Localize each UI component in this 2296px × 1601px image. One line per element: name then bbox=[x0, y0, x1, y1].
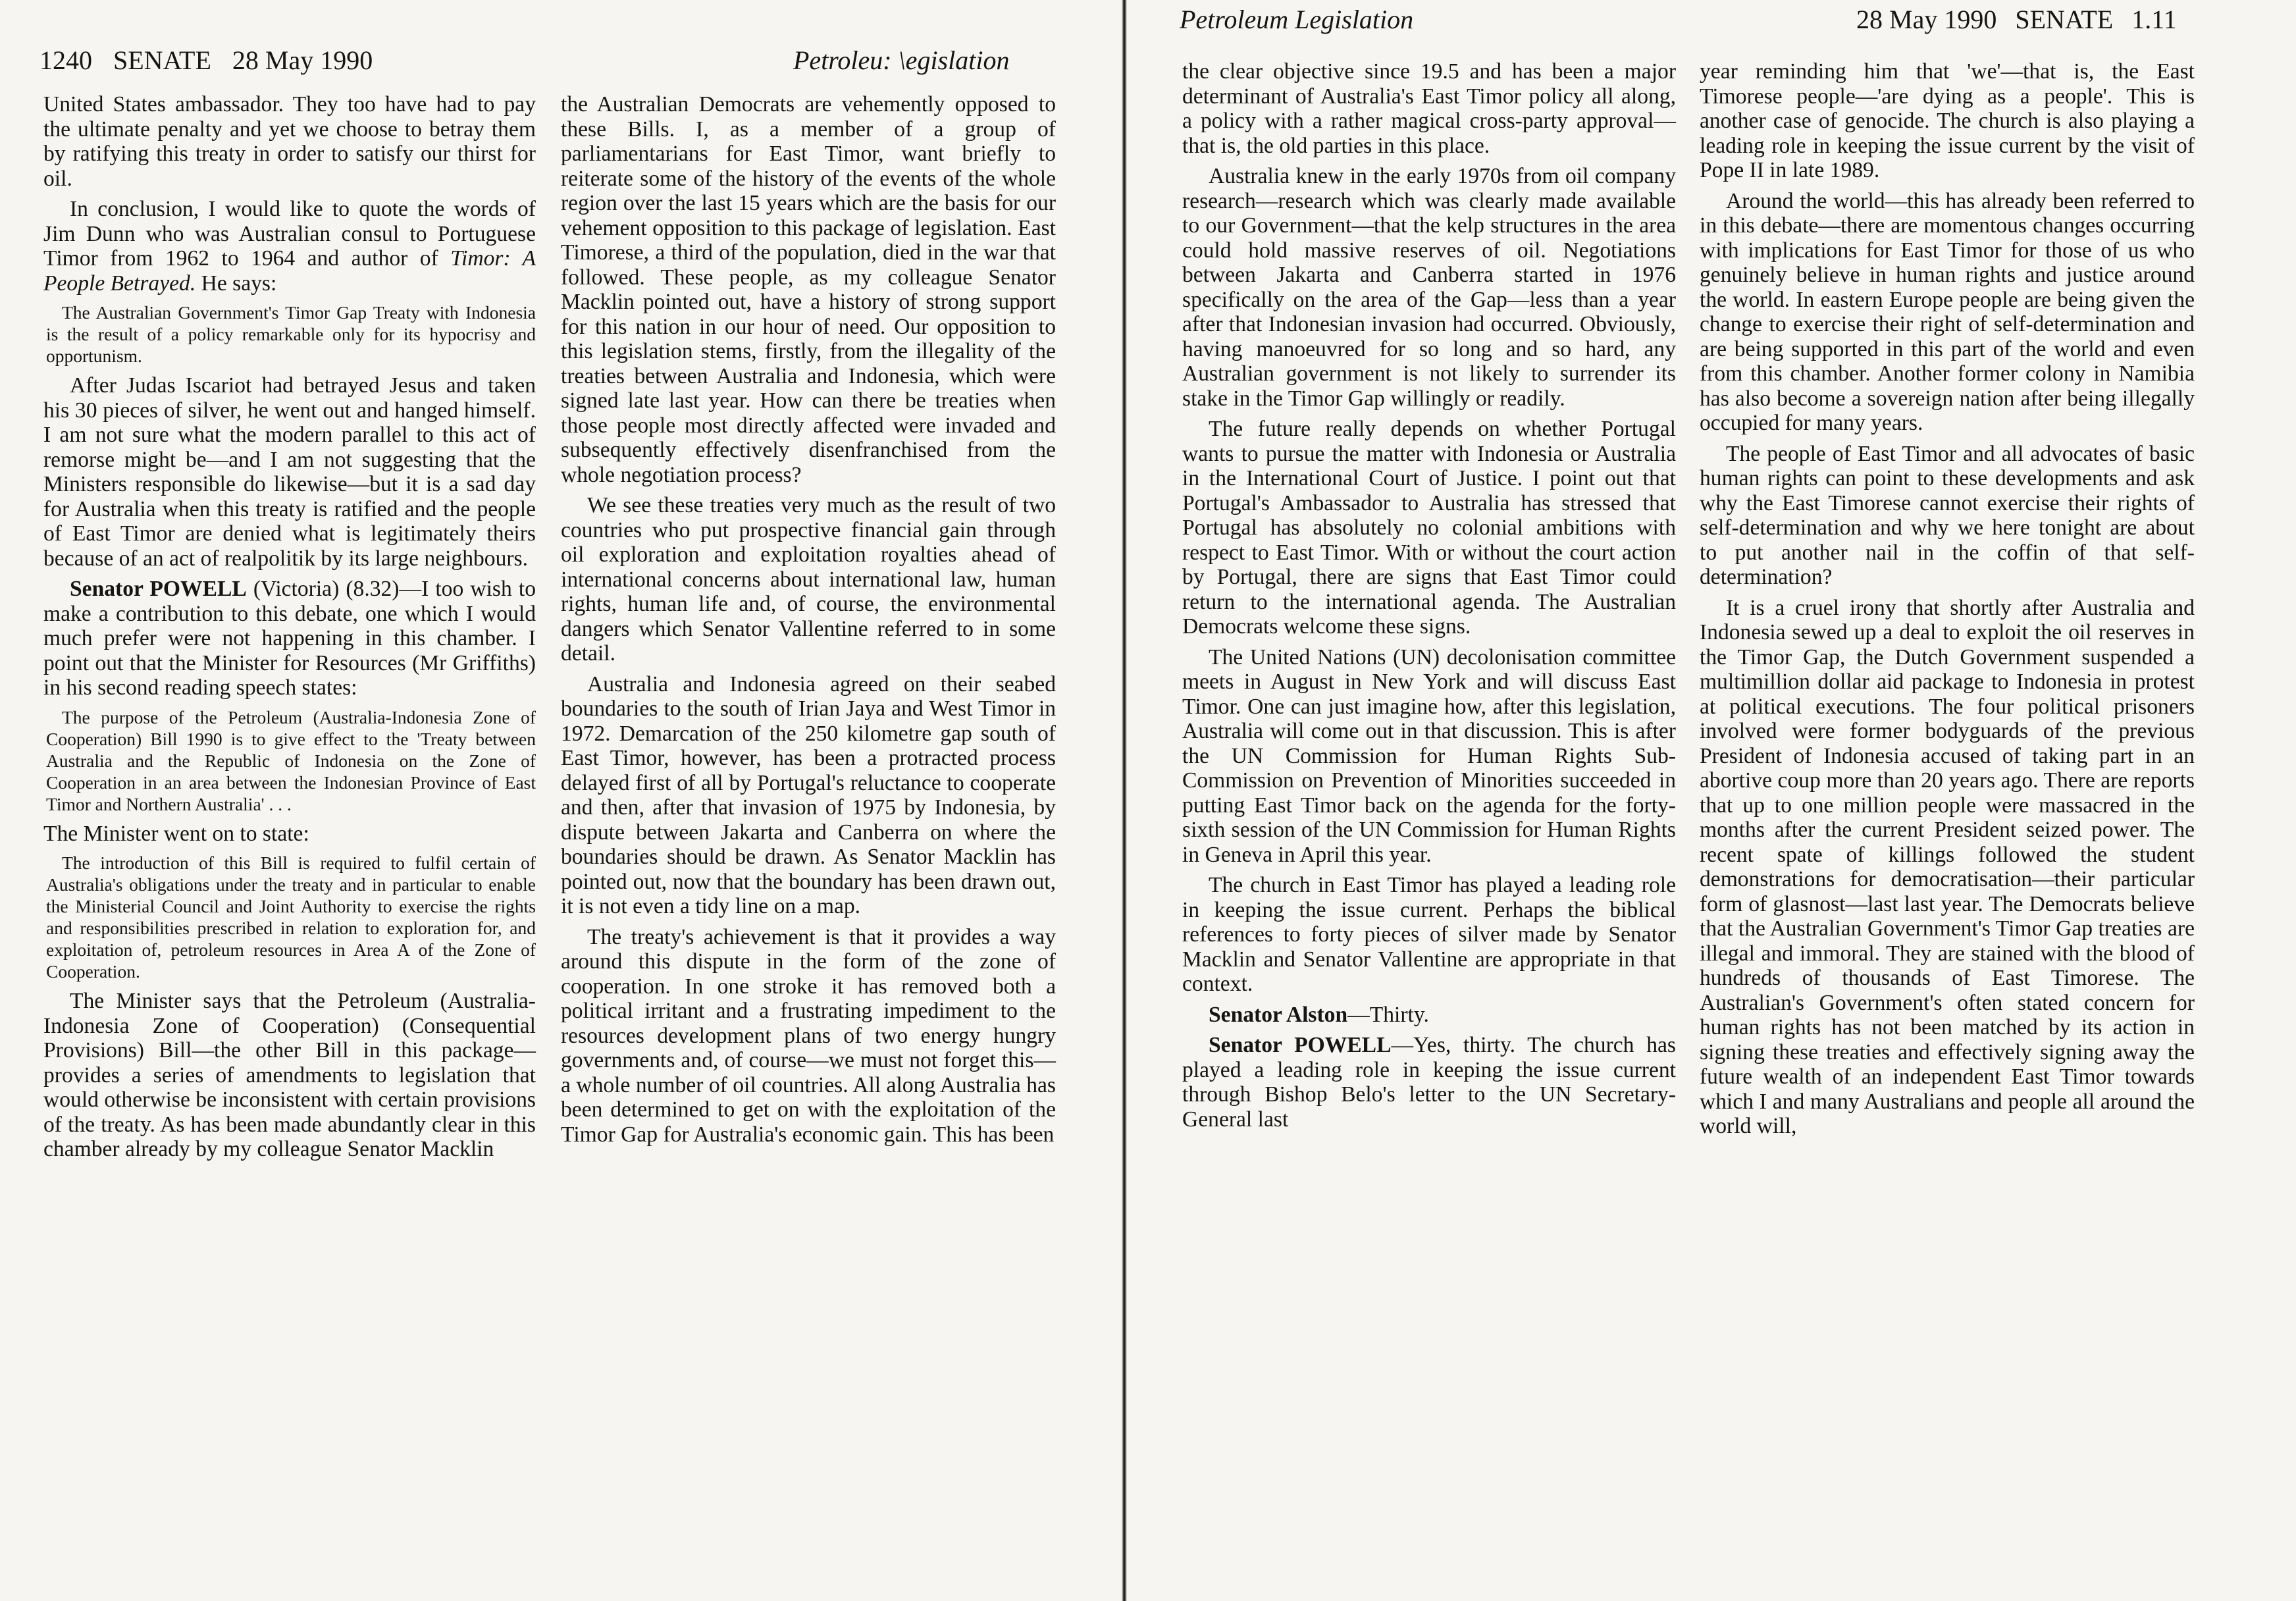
paragraph: Around the world—this has already been referred to in this debate—there are momentous changes occurring with implications for East Timor for those of us who genuinely believe in human rights and justice around the world. In eastern Europe people are being given the change to exercise their right of self-determination and are being supported in this part of the world and even from this chamber. Another former colony in Namibia has also become a sovereign nation after being illegally occupied for many years. bbox=[1700, 188, 2195, 435]
paragraph: Australia knew in the early 1970s from oil company research—research which was clearly made available to our Government—that the kelp structures in the area could hold massive reserves of oil. Negotiations between Jakarta and Canberra started in 1976 specifically on the area of the Gap—less than a year after that Indonesian invasion had occurred. Obviously, having manoeuvred for so long and so hard, any Australian government is not likely to surrender its stake in the Timor Gap willingly or readily. bbox=[1182, 164, 1676, 411]
column-2 bbox=[561, 92, 1056, 1153]
speaker-name: Senator Alston bbox=[1209, 1002, 1348, 1027]
paragraph: Australia and Indonesia agreed on their seabed boundaries to the south of Irian Jaya and West Timor in 1972. Demarcation of the 250 kilometre gap south of East Timor, however, has been a protracted process delayed first of all by Portugal's reluctance to cooperate and then, after that invasion of 1975 by Indonesia, by dispute between Jakarta and Canberra on where the boundaries should be drawn. As Senator Macklin has pointed out, now that the boundary has been drawn out, it is not even a tidy line on a map. bbox=[561, 671, 1056, 918]
column-1 bbox=[43, 92, 536, 1168]
left-page bbox=[0, 0, 1124, 1601]
paragraph: The United Nations (UN) decolonisation committee meets in August in New York and will discuss East Timor. One can just imagine how, after this legislation, Australia will come out in that discussion. This is after the UN Commission for Human Rights Sub-Commission on Prevention of Minorities succeeded in putting East Timor back on the agenda for the forty-sixth session of the UN Commission for Human Rights in Geneva in April this year. bbox=[1182, 644, 1676, 867]
page-number: 1.11 bbox=[2131, 5, 2177, 34]
paragraph: After Judas Iscariot had betrayed Jesus and taken his 30 pieces of silver, he went out and hanged himself. I am not sure what the modern parallel to this act of remorse might be—and I am not suggesting that the Ministers responsible do likewise—but it is a sad day for Australia when this treaty is ratified and the people of East Timor are denied what is legitimately theirs because of an act of realpolitik by its large neighbours. bbox=[43, 373, 536, 571]
quotation: The introduction of this Bill is required to fulfil certain of Australia's obligations under the treaty and in particular to enable the Ministerial Council and Joint Authority to exercise the rights and responsibilities prescribed in relation to exploration for, and exploitation of, petroleum resources in Area A of the Zone of Cooperation. bbox=[46, 853, 536, 982]
paragraph: year reminding him that 'we'—that is, the East Timorese people—'are dying as a people'. This is another case of genocide. The church is also playing a leading role in keeping the issue current by the visit of Pope II in late 1989. bbox=[1700, 59, 2195, 182]
paragraph: The church in East Timor has played a leading role in keeping the issue current. Perhaps the biblical references to forty pieces of silver made by Senator Macklin and Senator Vallentine are appropriate in that context. bbox=[1182, 873, 1676, 996]
paragraph: the clear objective since 19.5 and has been a major determinant of Australia's East Timor policy all along, a policy with a rather magical cross-party approval—that is, the old parties in this place. bbox=[1182, 59, 1676, 158]
right-page-header bbox=[1180, 0, 2285, 39]
left-page-header bbox=[39, 41, 1093, 80]
chamber-name: SENATE bbox=[2015, 5, 2114, 34]
paragraph: the Australian Democrats are vehemently opposed to these Bills. I, as a member of a group of parliamentarians for East Timor, want briefly to reiterate some of the history of the events of the whole region over the last 15 years which are the basis for our vehement opposition to this package of legislation. East Timorese, a third of the population, died in the war that followed. These people, as my colleague Senator Macklin pointed out, have a history of strong support for this nation in our hour of need. Our opposition to this legislation stems, firstly, from the illegality of the treaties between Australia and Indonesia, which were signed late last year. How can there be treaties when those people most directly affected were invaded and subsequently effectively disenfranchised from the whole negotiation process? bbox=[561, 92, 1056, 487]
paragraph: Senator POWELL (Victoria) (8.32)—I too wish to make a contribution to this debate, one which I would much prefer were not happening in this chamber. I point out that the Minister for Resources (Mr Griffiths) in his second reading speech states: bbox=[43, 577, 536, 700]
paragraph: The future really depends on whether Portugal wants to pursue the matter with Indonesia or Australia in the International Court of Justice. I point out that Portugal's Ambassador to Australia has stressed that Portugal has absolutely no colonial ambitions with respect to East Timor. With or without the court action by Portugal, there are signs that East Timor could return to the international agenda. The Australian Democrats welcome these signs. bbox=[1182, 417, 1676, 639]
speaker-name: Senator POWELL bbox=[1209, 1033, 1392, 1057]
running-title: Petroleum Legislation bbox=[1180, 5, 1414, 34]
header-date: 28 May 1990 bbox=[232, 45, 373, 75]
running-title: Petroleu: \egislation bbox=[793, 45, 1010, 75]
quotation: The purpose of the Petroleum (Australia-Indonesia Zone of Cooperation) Bill 1990 is to give effect to the 'Treaty between Australia and the Republic of Indonesia on the Zone of Cooperation in an area between the Indonesian Province of East Timor and Northern Australia' . . . bbox=[46, 706, 536, 814]
paragraph: Senator POWELL—Yes, thirty. The church has played a leading role in keeping the issue current through Bishop Belo's letter to the UN Secretary-General last bbox=[1182, 1033, 1676, 1132]
chamber-name: SENATE bbox=[113, 45, 211, 75]
column-4 bbox=[1700, 59, 2195, 1145]
paragraph: The Minister went on to state: bbox=[43, 821, 309, 846]
page-gutter bbox=[1122, 0, 1127, 1601]
paragraph: It is a cruel irony that shortly after Australia and Indonesia sewed up a deal to exploit the oil reserves in the Timor Gap, the Dutch Government suspended a multimillion dollar aid package to Indonesia in protest at political executions. The four political prisoners involved were former bodyguards of the previous President of Indonesia accused of taking part in an abortive coup more than 20 years ago. There are reports that up to one million people were massacred in the months after the current President seized power. The recent spate of killings followed the student demonstrations for democratisation—their particular form of glasnost—last last year. The Democrats believe that the Australian Government's Timor Gap treaties are illegal and immoral. They are stained with the blood of hundreds of thousands of East Timorese. The Australian's Government's often stated concern for human rights has not been matched by its action in signing these treaties and effectively signing away the future wealth of an independent East Timor towards which I and many Australians and people all around the world will, bbox=[1700, 595, 2195, 1138]
speaker-name: Senator POWELL bbox=[70, 577, 247, 601]
header-date: 28 May 1990 bbox=[1856, 5, 1997, 34]
paragraph: Senator Alston—Thirty. bbox=[1209, 1002, 1429, 1027]
page-number: 1240 bbox=[39, 45, 92, 75]
paragraph: In conclusion, I would like to quote the words of Jim Dunn who was Australian consul to Portuguese Timor from 1962 to 1964 and author of Timor: A People Betrayed. He says: bbox=[43, 197, 536, 296]
paragraph: United States ambassador. They too have had to pay the ultimate penalty and yet we choose to betray them by ratifying this treaty in order to satisfy our thirst for oil. bbox=[43, 92, 536, 191]
paragraph: The treaty's achievement is that it provides a way around this dispute in the form of the zone of cooperation. In one stroke it has removed both a political irritant and a frustrating impediment to the resources development plans of two energy hungry governments and, of course—we must not forget this—a whole number of oil countries. All along Australia has been determined to get on with the exploitation of the Timor Gap for Australia's economic gain. This has been bbox=[561, 924, 1056, 1147]
quotation: The Australian Government's Timor Gap Treaty with Indonesia is the result of a policy remarkable only for its hypocrisy and opportunism. bbox=[46, 302, 536, 366]
column-3 bbox=[1182, 59, 1676, 1138]
book-title: Timor: A People Betrayed. bbox=[43, 246, 536, 296]
right-page bbox=[1127, 0, 2296, 1601]
paragraph: We see these treaties very much as the result of two countries who put prospective financial gain through oil exploration and exploitation royalties ahead of international concerns about international law, human rights, human life and, of course, the environmental dangers which Senator Vallentine referred to in some detail. bbox=[561, 493, 1056, 666]
paragraph: The people of East Timor and all advocates of basic human rights can point to these developments and ask why the East Timorese cannot exercise their rights of self-determination and why we here tonight are about to put another nail in the coffin of that self-determination? bbox=[1700, 441, 2195, 589]
paragraph: The Minister says that the Petroleum (Australia-Indonesia Zone of Cooperation) (Consequential Provisions) Bill—the other Bill in this package—provides a series of amendments to legislation that would otherwise be inconsistent with certain provisions of the treaty. As has been made abundantly clear in this chamber already by my colleague Senator Macklin bbox=[43, 989, 536, 1161]
